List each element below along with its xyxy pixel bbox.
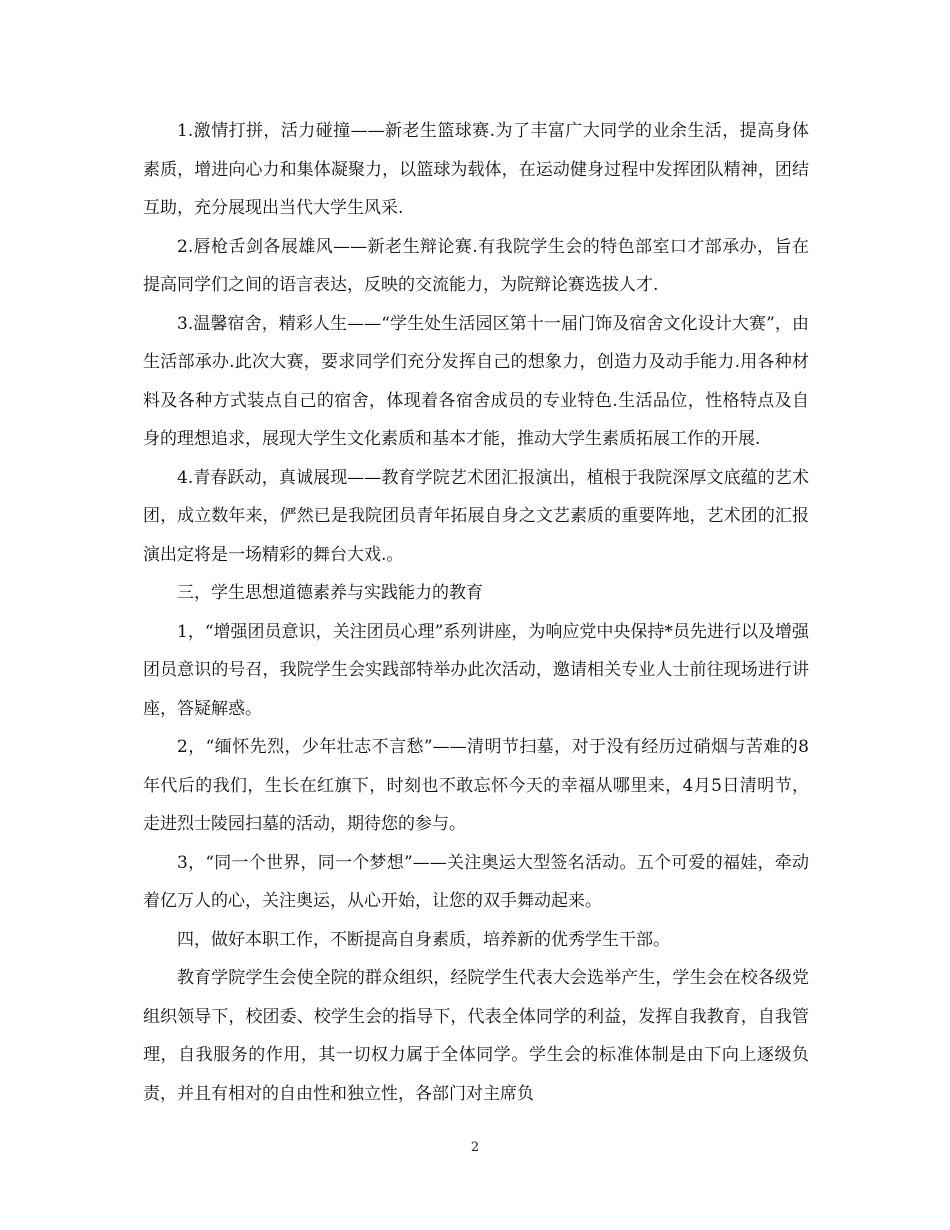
paragraph-basketball-match: 1.激情打拼，活力碰撞——新老生篮球赛.为了丰富广大同学的业余生活，提高身体素质，增进向心力和集体凝聚力，以篮球为载体，在运动健身过程中发挥团队精神，团结互助，充分展现出当代大学生风采. bbox=[143, 121, 809, 218]
document-body bbox=[143, 112, 809, 1113]
section-heading-moral-education: 三，学生思想道德素养与实践能力的教育 bbox=[177, 583, 483, 603]
paragraph-olympics-signing: 3，“同一个世界，同一个梦想”——关注奥运大型签名活动。五个可爱的福娃，牵动着亿万人的心，关注奥运，从心开始，让您的双手舞动起来。 bbox=[143, 852, 809, 911]
page-number: 2 bbox=[470, 1140, 480, 1155]
paragraph-student-union: 教育学院学生会使全院的群众组织，经院学生代表大会选举产生，学生会在校各级党组织领导下，校团委、校学生会的指导下，代表全体同学的利益，发挥自我教育，自我管理，自我服务的作用，其一切权力属于全体同学。学生会的标准体制是由下向上逐级负责，并且有相对的自由性和独立性，各部门对主席负 bbox=[143, 968, 809, 1104]
paragraph-art-troupe-show: 4.青春跃动，真诚展现——教育学院艺术团汇报演出，植根于我院深厚文底蕴的艺术团，成立数年来，俨然已是我院团员青年拓展自身之文艺素质的重要阵地，艺术团的汇报演出定将是一场精彩的舞台大戏.。 bbox=[143, 467, 809, 565]
paragraph-dorm-design-contest: 3.温馨宿舍，精彩人生——“学生处生活园区第十一届门饰及宿舍文化设计大赛”，由生活部承办.此次大赛，要求同学们充分发挥自己的想象力，创造力及动手能力.用各种材料及各种方式装点自己的宿舍，体现着各宿舍成员的专业特色.生活品位，性格特点及自身的理想追求，展现大学生文化素质和基本才能，推动大学生素质拓展工作的开展. bbox=[143, 313, 809, 449]
paragraph-lecture-series: 1，“增强团员意识，关注团员心理”系列讲座，为响应党中央保持*员先进行以及增强团员意识的号召，我院学生会实践部特举办此次活动，邀请相关专业人士前往现场进行讲座，答疑解惑。 bbox=[143, 621, 809, 719]
paragraph-debate-contest: 2.唇枪舌剑各展雄风——新老生辩论赛.有我院学生会的特色部室口才部承办，旨在提高同学们之间的语言表达，反映的交流能力，为院辩论赛选拔人才. bbox=[143, 236, 809, 295]
paragraph-tomb-sweeping: 2，“缅怀先烈，少年壮志不言愁”——清明节扫墓，对于没有经历过硝烟与苦难的8年代后的我们，生长在红旗下，时刻也不敢忘怀今天的幸福从哪里来，4月5日清明节，走进烈士陵园扫墓的活动，期待您的参与。 bbox=[143, 737, 809, 834]
section-heading-duties: 四，做好本职工作，不断提高自身素质，培养新的优秀学生干部。 bbox=[177, 929, 670, 950]
